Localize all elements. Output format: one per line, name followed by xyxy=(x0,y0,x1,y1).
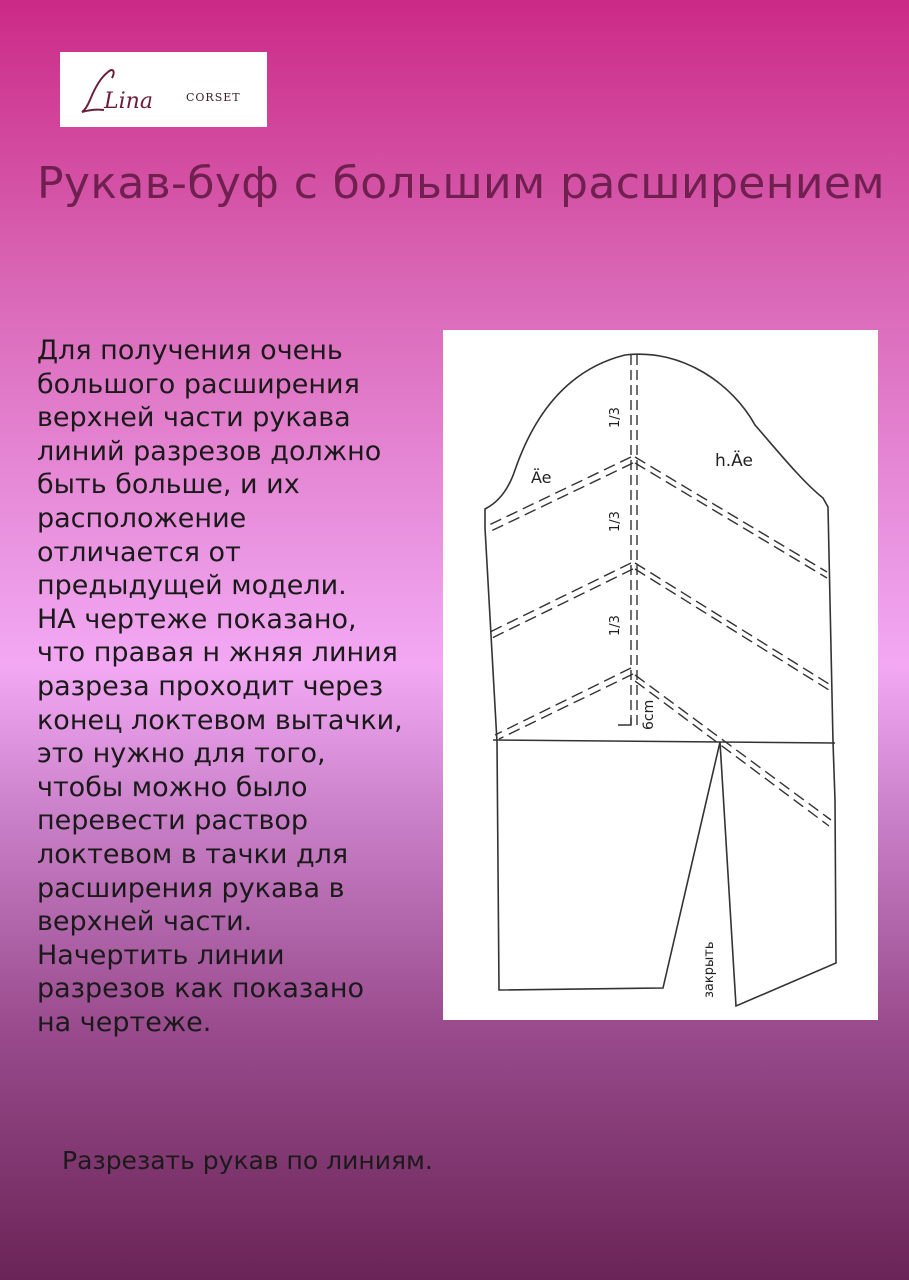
third-label-3: 1/3 xyxy=(608,615,623,636)
logo-script-name: Lina xyxy=(104,89,153,114)
cut-line-1-right-double xyxy=(635,463,827,578)
footer-instruction: Разрезать рукав по линиям. xyxy=(62,1146,433,1175)
cut-line-3-left-double xyxy=(499,674,633,739)
cut-line-3-left xyxy=(495,668,631,735)
front-notch-label: Äe xyxy=(531,468,552,487)
third-label-2: 1/3 xyxy=(608,511,623,532)
sleeve-pattern-drawing xyxy=(443,330,878,1020)
lina-corset-logo xyxy=(60,52,267,127)
cut-line-2-right xyxy=(635,563,829,684)
sleeve-outline xyxy=(485,354,836,1006)
axis-corner-mark xyxy=(618,718,631,725)
brand-logo xyxy=(60,52,267,127)
instruction-text: Для получения очень большого расширения верхней части рукава линий разрезов должно быть больше, и их расположение отличается от предыдущей модели. НА чертеже показано, что правая н жняя линия разреза проходит через конец локтевом вытачки, это нужно для того, чтобы можно было перевести раствор локтевом в тачки для расширения рукава в верхней части. Начертить линии разрезов как показано на чертеже. xyxy=(37,335,403,1038)
distance-label: 6cm xyxy=(641,699,657,730)
cut-line-3-right-double xyxy=(635,681,829,826)
page-title: Рукав-буф с большим расширением xyxy=(37,158,885,209)
logo-suffix: CORSET xyxy=(186,91,241,104)
cut-line-2-right-double xyxy=(635,569,829,690)
elbow-line xyxy=(493,740,835,743)
close-dart-label: закрыть xyxy=(702,941,717,998)
back-notch-label: h.Äe xyxy=(715,451,753,471)
third-label-1: 1/3 xyxy=(608,407,623,428)
cut-line-3-right xyxy=(635,675,831,820)
